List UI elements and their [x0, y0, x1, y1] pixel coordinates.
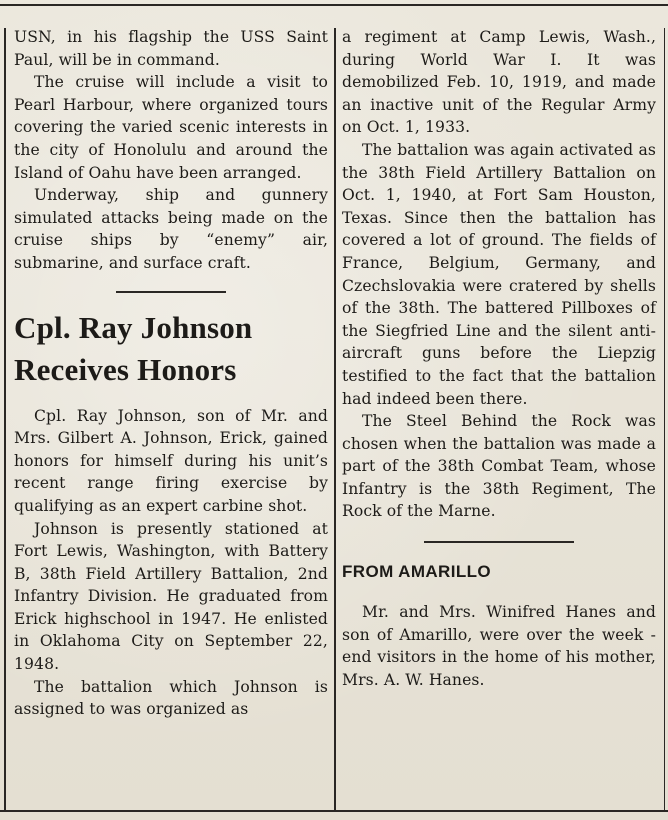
- left-column: [14, 26, 328, 721]
- headline-line-2: Receives Honors: [14, 351, 237, 387]
- cruise-paragraph-3: Underway, ship and gunnery simulated attacks being made on the cruise ships by “enemy” air, submarine, and surface craft.: [14, 186, 328, 272]
- right-edge-rule: [664, 28, 665, 810]
- section-divider-right: [424, 541, 574, 543]
- article-continued-paragraph-2: The battalion was again activated as the 38th Field Artillery Battalion on Oct. 1, 1940, at Fort Sam Houston, Texas. Since then the battalion has covered a lot of ground. The fields of France, Belgium, Germany, and Czechslovakia were cratered by shells of the 38th. The battered Pillboxes of the Siegfried Line and the silent anti-aircraft guns before the Liepzig testified to the fact that the battalion had indeed been there.: [342, 140, 656, 408]
- cruise-paragraph-2: The cruise will include a visit to Pearl Harbour, where organized tours covering the varied scenic interests in the city of Honolulu and around the Island of Oahu have been arranged.: [14, 73, 328, 182]
- article-continued-paragraph-3: The Steel Behind the Rock was chosen when the battalion was made a part of the 38th Combat Team, whose Infantry is the 38th Regiment, The Rock of the Marne.: [342, 412, 656, 521]
- section-divider: [116, 291, 226, 293]
- amarillo-subhead: FROM AMARILLO: [342, 562, 492, 582]
- amarillo-paragraph: Mr. and Mrs. Winifred Hanes and son of Amarillo, were over the week - end visitors in the home of his mother, Mrs. A. W. Hanes.: [342, 603, 656, 689]
- left-column-rule: [4, 28, 6, 810]
- top-rule: [0, 4, 668, 6]
- article-paragraph-1: Cpl. Ray Johnson, son of Mr. and Mrs. Gilbert A. Johnson, Erick, gained honors for himself during his unit’s recent range firing exercise by qualifying as an expert carbine shot.: [14, 406, 328, 515]
- bottom-rule: [0, 810, 668, 812]
- headline-line-1: Cpl. Ray Johnson: [14, 309, 253, 345]
- article-continued-paragraph-1: a regiment at Camp Lewis, Wash., during World War I. It was demobilized Feb. 10, 1919, and made an inactive unit of the Regular Army on Oct. 1, 1933.: [342, 28, 656, 137]
- right-column: [342, 26, 656, 691]
- article-headline: [14, 307, 328, 391]
- cruise-paragraph-1: USN, in his flagship the USS Saint Paul, will be in command.: [14, 28, 328, 69]
- column-separator-rule: [334, 28, 336, 810]
- article-paragraph-3: The battalion which Johnson is assigned to was organized as: [14, 677, 328, 719]
- article-paragraph-2: Johnson is presently stationed at Fort Lewis, Washington, with Battery B, 38th Field Artillery Battalion, 2nd Infantry Division. He graduated from Erick highschool in 1947. He enlisted in Oklahoma City on September 22, 1948.: [14, 519, 328, 674]
